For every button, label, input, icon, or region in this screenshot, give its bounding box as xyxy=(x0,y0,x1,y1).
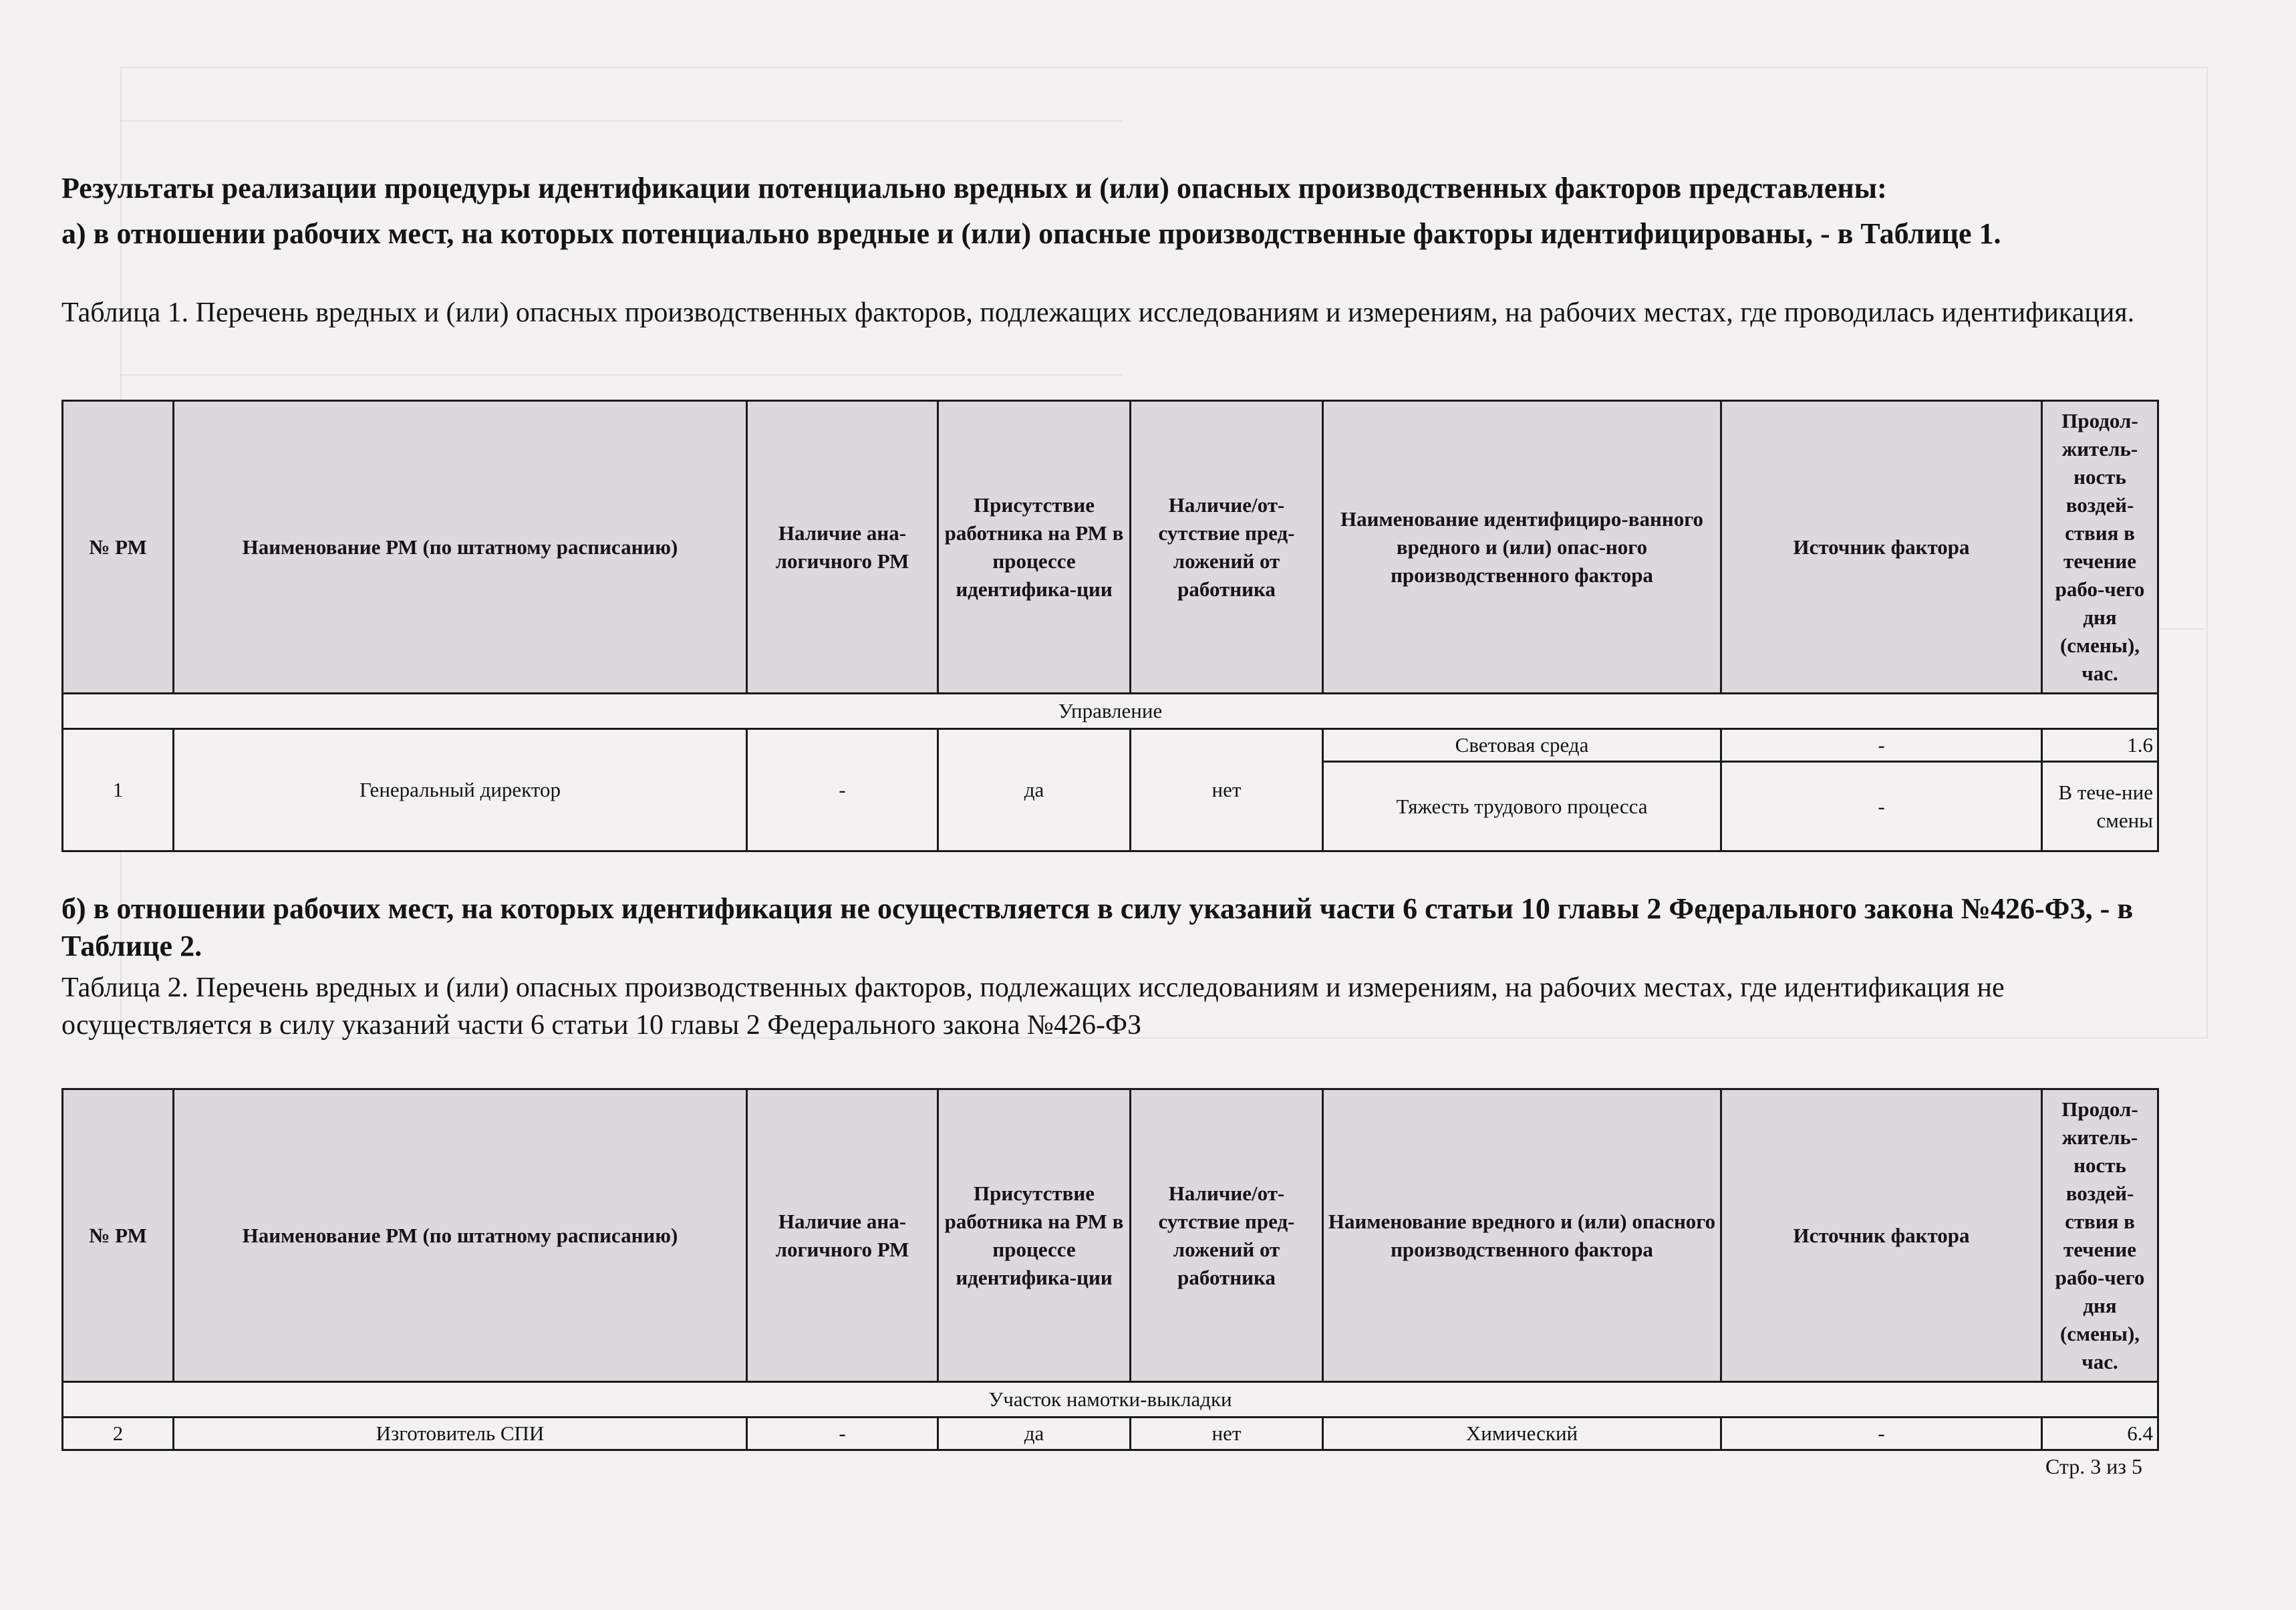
cell-source: - xyxy=(1721,1418,2042,1450)
bleed-through-line xyxy=(120,120,1123,122)
header-analog: Наличие ана-логичного РМ xyxy=(747,401,938,694)
intro-title: Результаты реализации процедуры идентификации потенциально вредных и (или) опасных производственных факторов представлены: xyxy=(61,172,1887,205)
header-name: Наименование РМ (по штатному расписанию) xyxy=(174,1089,747,1382)
header-factor: Наименование вредного и (или) опасного производственного фактора xyxy=(1323,1089,1721,1382)
cell-duration: 1.6 xyxy=(2042,729,2158,762)
section-b-title: б) в отношении рабочих мест, на которых идентификация не осуществляется в силу указаний части 6 статьи 10 главы 2 Федерального закона №426-ФЗ, - в Таблице 2. xyxy=(61,892,2134,962)
section-row xyxy=(63,1382,2158,1418)
cell-num: 1 xyxy=(63,729,174,851)
header-analog: Наличие ана-логичного РМ xyxy=(747,1089,938,1382)
table-1-header-row xyxy=(63,401,2158,694)
section-label: Участок намотки-выкладки xyxy=(63,1382,2158,1418)
cell-source: - xyxy=(1721,762,2042,851)
section-a-title: а) в отношении рабочих мест, на которых потенциально вредные и (или) опасные производственные факторы идентифицированы, - в Таблице 1. xyxy=(61,217,2001,250)
table2-caption: Таблица 2. Перечень вредных и (или) опасных производственных факторов, подлежащих исследованиям и измерениям, на рабочих местах, где идентификация не осуществляется в силу указаний части 6 статьи 10 главы 2 Федерального закона №426-ФЗ xyxy=(61,972,2005,1041)
cell-factor: Световая среда xyxy=(1323,729,1721,762)
cell-factor: Тяжесть трудового процесса xyxy=(1323,762,1721,851)
header-name: Наименование РМ (по штатному расписанию) xyxy=(174,401,747,694)
table-2-header-row xyxy=(63,1089,2158,1382)
table-2 xyxy=(61,1088,2159,1451)
table-row xyxy=(63,729,2158,762)
section-label: Управление xyxy=(63,694,2158,729)
header-presence: Присутствие работника на РМ в процессе идентифика-ции xyxy=(938,401,1131,694)
header-presence: Присутствие работника на РМ в процессе идентифика-ции xyxy=(938,1089,1131,1382)
cell-proposals: нет xyxy=(1131,1418,1323,1450)
header-source: Источник фактора xyxy=(1721,1089,2042,1382)
table1-caption: Таблица 1. Перечень вредных и (или) опасных производственных факторов, подлежащих исследованиям и измерениям, на рабочих местах, где проводилась идентификация. xyxy=(61,297,2135,328)
header-proposals: Наличие/от-сутствие пред-ложений от работника xyxy=(1131,401,1323,694)
header-duration: Продол-житель-ность воздей-ствия в течение рабо-чего дня (смены), час. xyxy=(2042,1089,2158,1382)
cell-analog: - xyxy=(747,729,938,851)
header-num: № РМ xyxy=(63,401,174,694)
page-number: Стр. 3 из 5 xyxy=(2045,1454,2142,1478)
header-factor: Наименование идентифициро-ванного вредного и (или) опас-ного производственного фактора xyxy=(1323,401,1721,694)
cell-duration: В тече-ние смены xyxy=(2042,762,2158,851)
cell-presence: да xyxy=(938,1418,1131,1450)
cell-name: Изготовитель СПИ xyxy=(174,1418,747,1450)
cell-duration: 6.4 xyxy=(2042,1418,2158,1450)
section-row xyxy=(63,694,2158,729)
cell-proposals: нет xyxy=(1131,729,1323,851)
header-num: № РМ xyxy=(63,1089,174,1382)
header-source: Источник фактора xyxy=(1721,401,2042,694)
cell-analog: - xyxy=(747,1418,938,1450)
header-proposals: Наличие/от-сутствие пред-ложений от работника xyxy=(1131,1089,1323,1382)
cell-source: - xyxy=(1721,729,2042,762)
cell-num: 2 xyxy=(63,1418,174,1450)
bleed-through-line xyxy=(120,374,1123,376)
header-duration: Продол-житель-ность воздей-ствия в течение рабо-чего дня (смены), час. xyxy=(2042,401,2158,694)
table-row xyxy=(63,1418,2158,1450)
cell-factor: Химический xyxy=(1323,1418,1721,1450)
table-1 xyxy=(61,400,2159,852)
cell-name: Генеральный директор xyxy=(174,729,747,851)
cell-presence: да xyxy=(938,729,1131,851)
